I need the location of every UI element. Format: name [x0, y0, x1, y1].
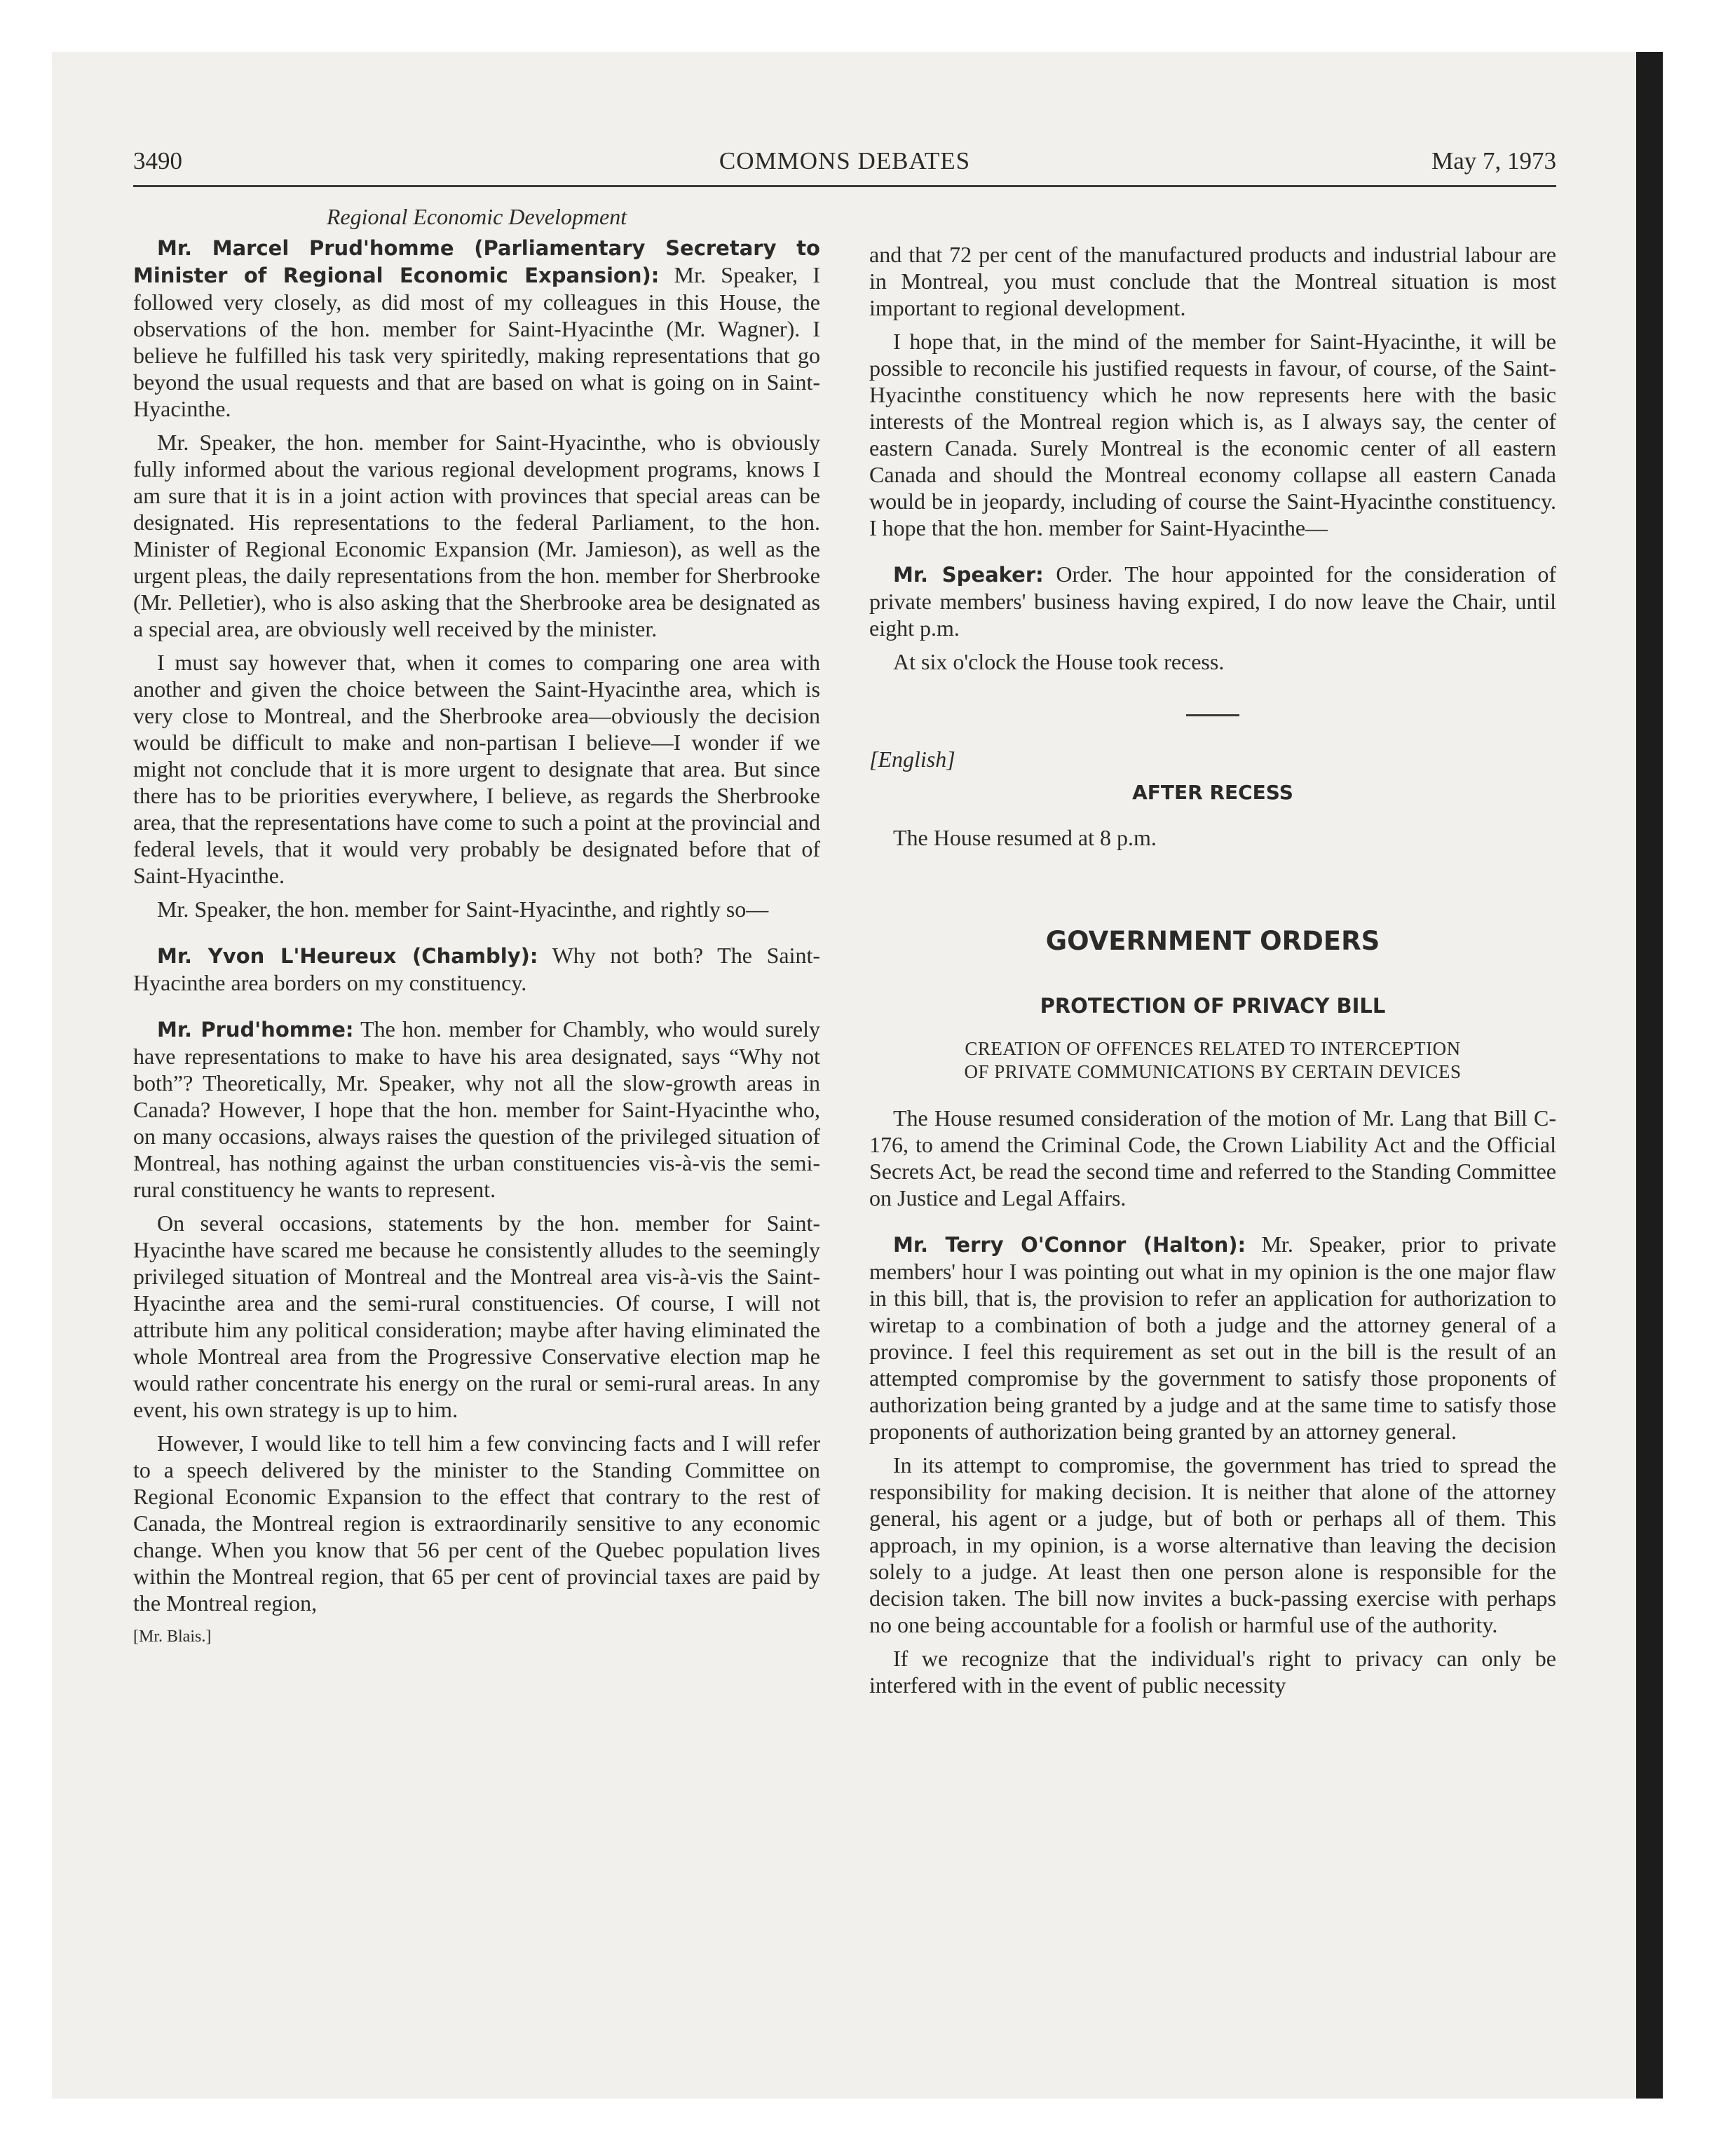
paragraph: However, I would like to tell him a few convincing facts and I will refer to a speech delivered by the minister to the Standing Committee on Regional Economic Expansion to the effect that contrary to the rest of Canada, the Montreal region is extraordinarily sensitive to any economic change. When you know that 56 per cent of the Quebec population lives within the Montreal region, that 65 per cent of provincial taxes are paid by the Montreal region,	[133, 1431, 820, 1616]
right-column	[869, 241, 1556, 1705]
speaker-name: Mr. Yvon L'Heureux (Chambly):	[157, 944, 538, 968]
publication-title: COMMONS DEBATES	[719, 147, 971, 175]
speech-text: Mr. Speaker, prior to private members' hour I was pointing out what in my opinion is the one major flaw in this bill, that is, the provision to refer an application for authorization to wiretap to a combination of both a judge and the attorney general of a province. I feel this requirement as set out in the bill is the result of an attempted compromise by the government to satisfy those proponents of authorization being granted by a judge and at the same time to satisfy those proponents of authorization being granted by an attorney general.	[869, 1231, 1556, 1444]
speech-text: The hon. member for Chambly, who would surely have representations to make to have his area designated, says “Why not both”? Theoretically, Mr. Speaker, why not all the slow-growth areas in Canada? However, I hope that the hon. member for Saint-Hyacinthe who, on many occasions, always raises the question of the privileged situation of Montreal, has nothing against the urban constituencies vis-à-vis the semi-rural constituency he wants to represent.	[133, 1016, 821, 1202]
paragraph	[133, 1016, 820, 1203]
issue-date: May 7, 1973	[1431, 147, 1556, 175]
paragraph	[133, 234, 820, 422]
paragraph	[133, 942, 820, 996]
section-divider	[1186, 714, 1239, 716]
government-orders-heading: GOVERNMENT ORDERS	[1045, 926, 1380, 956]
bill-subtitle-line: CREATION OF OFFENCES RELATED TO INTERCEPTION	[965, 1038, 1461, 1059]
paragraph: Mr. Speaker, the hon. member for Saint-Hyacinthe, who is obviously fully informed about the various regional development programs, knows I am sure that it is in a joint action with provinces that special areas can be designated. His representations to the federal Parliament, to the hon. Minister of Regional Economic Expansion (Mr. Jamieson), as well as the urgent pleas, the daily representations from the hon. member for Sherbrooke (Mr. Pelletier), who is also asking that the Sherbrooke area be designated as a special area, are obviously well received by the minister.	[133, 430, 820, 641]
paragraph: On several occasions, statements by the hon. member for Saint-Hyacinthe have scared me because he consistently alludes to the seemingly privileged situation of Montreal and the Montreal area vis-à-vis the Saint-Hyacinthe area and the semi-rural constituencies. Of course, I will not attribute him any political consideration; maybe after having eliminated the whole Montreal area from the Progressive Conservative election map he would rather concentrate his energy on the rural or semi-rural areas. In any event, his own strategy is up to him.	[133, 1210, 820, 1422]
bill-title-heading: PROTECTION OF PRIVACY BILL	[1040, 994, 1386, 1018]
speech-text: Mr. Speaker, I followed very closely, as did most of my colleagues in this House, the observations of the hon. member for Saint-Hyacinthe (Mr. Wagner). I believe he fulfilled his task very spiritedly, making representations that go beyond the usual requests and that are based on what is going on in Saint-Hyacinthe.	[133, 262, 820, 421]
paragraph: The House resumed consideration of the motion of Mr. Lang that Bill C-176, to amend the Criminal Code, the Crown Liability Act and the Official Secrets Act, be read the second time and referred to the Standing Committee on Justice and Legal Affairs.	[869, 1105, 1556, 1210]
paragraph	[869, 561, 1556, 641]
section-subheading: Regional Economic Development	[326, 204, 627, 229]
speaker-name: Mr. Marcel Prud'homme (Parliamentary Secretary to Minister of Regional Economic Expansion):	[133, 236, 820, 287]
paragraph	[869, 1231, 1556, 1445]
language-marker: [English]	[869, 746, 955, 772]
paragraph: In its attempt to compromise, the government has tried to spread the responsibility for making decision. It is neither that alone of the attorney general, his agent or a judge, but of both or perhaps all of them. This approach, in my opinion, is a worse alternative than leaving the decision solely to a judge. At least then one person alone is responsible for the decision taken. The bill now invites a buck-passing exercise with perhaps no one being accountable for a foolish or harmful use of the authority.	[869, 1452, 1556, 1637]
speech-text: Order. The hour appointed for the consideration of private members' business having expired, I do now leave the Chair, until eight p.m.	[869, 561, 1556, 641]
speaker-name: Mr. Terry O'Connor (Halton):	[893, 1233, 1246, 1257]
paragraph: The House resumed at 8 p.m.	[893, 825, 1157, 850]
after-recess-heading: AFTER RECESS	[1132, 781, 1293, 804]
page-footnote: [Mr. Blais.]	[133, 1628, 212, 1646]
page-number: 3490	[133, 147, 182, 175]
paragraph: and that 72 per cent of the manufactured products and industrial labour are in Montreal, you must conclude that the Montreal situation is most important to regional development.	[869, 242, 1556, 320]
paragraph: At six o'clock the House took recess.	[893, 649, 1225, 674]
scan-border	[1636, 52, 1663, 2099]
page-header	[133, 144, 1556, 187]
left-column	[133, 203, 820, 1650]
speaker-name: Mr. Speaker:	[893, 563, 1044, 587]
paragraph: I hope that, in the mind of the member for Saint-Hyacinthe, it will be possible to reconcile his justified requests in favour, of course, of the Saint-Hyacinthe constituency which he now represents here with the basic interests of the Montreal region which is, as I always say, the center of eastern Canada. Surely Montreal is the economic center of all eastern Canada and should the Montreal economy collapse all eastern Canada would be in jeopardy, including of course the Saint-Hyacinthe constituency. I hope that the hon. member for Saint-Hyacinthe—	[869, 329, 1556, 540]
bill-subtitle	[869, 1037, 1556, 1084]
speech-text: Why not both? The Saint-Hyacinthe area borders on my constituency.	[133, 943, 821, 995]
paragraph: If we recognize that the individual's right to privacy can only be interfered with in the event of public necessity	[869, 1646, 1556, 1698]
paragraph: I must say however that, when it comes to comparing one area with another and given the choice between the Saint-Hyacinthe area, which is very close to Montreal, and the Sherbrooke area—obviously the decision would be difficult to make and non-partisan I believe—I wonder if we might not conclude that it is more urgent to designate that area. But since there has to be priorities everywhere, I believe, as regards the Sherbrooke area, that the representations have come to such a point at the provincial and federal levels, that it would very probably be designated before that of Saint-Hyacinthe.	[133, 650, 820, 888]
paragraph: Mr. Speaker, the hon. member for Saint-Hyacinthe, and rightly so—	[157, 896, 769, 922]
speaker-name: Mr. Prud'homme:	[157, 1018, 354, 1042]
bill-subtitle-line: OF PRIVATE COMMUNICATIONS BY CERTAIN DEVICES	[964, 1061, 1462, 1082]
